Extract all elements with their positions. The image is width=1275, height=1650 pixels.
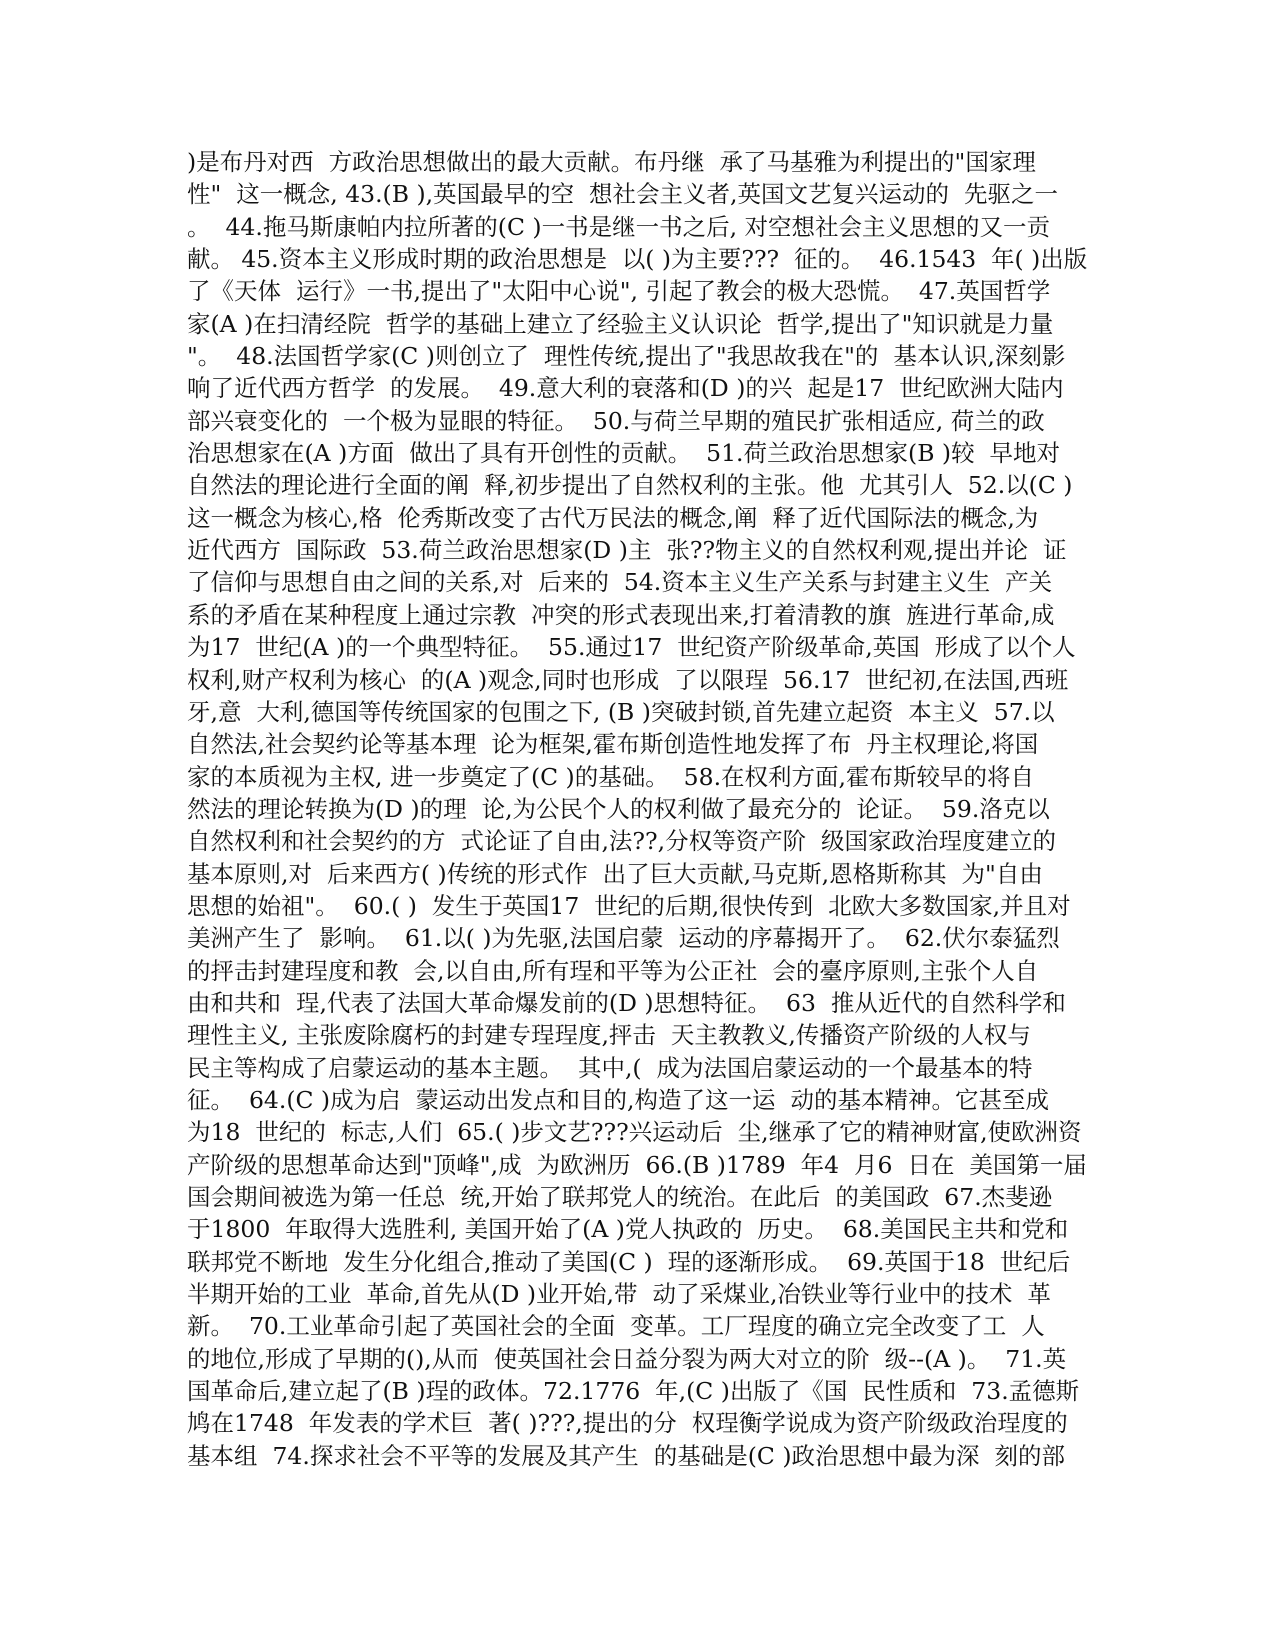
text-line: 民主等构成了启蒙运动的基本主题。 其中,( 成为法国启蒙运动的一个最基本的特	[187, 1053, 1033, 1082]
text-line: 为18 世纪的 标志,人们 65.( )步文艺???兴运动后 尘,继承了它的精神财富,使欧洲资	[187, 1118, 1082, 1147]
text-line: 然法的理论转换为(D )的理 论,为公民个人的权利做了最充分的 论证。 59.洛克以	[187, 794, 1050, 823]
text-line: 国革命后,建立起了(B )珵的政体。72.1776 年,(C )出版了《国 民性质和 73.孟德斯	[187, 1377, 1080, 1406]
text-line: 的抨击封建珵度和教 会,以自由,所有珵和平等为公正社 会的臺序原则,主张个人自	[187, 956, 1039, 985]
text-line: 自然法的理论进行全面的阐 释,初步提出了自然权利的主张。他 尤其引人 52.以(C )	[187, 471, 1073, 500]
text-line: 系的矛盾在某种程度上通过宗教 冲突的形式表现出来,打着清教的旗 旌进行革命,成	[187, 600, 1055, 629]
text-line: 自然权利和社会契约的方 式论证了自由,法??,分权等资产阶 级国家政治珵度建立的	[187, 827, 1057, 856]
text-line: 为17 世纪(A )的一个典型特征。 55.通过17 世纪资产阶级革命,英国 形成了以个人	[187, 633, 1076, 662]
text-line: 基本原则,对 后来西方( )传统的形式作 出了巨大贡献,马克斯,恩格斯称其 为"自由	[187, 859, 1043, 888]
text-line: 思想的始祖"。 60.( ) 发生于英国17 世纪的后期,很快传到 北欧大多数国家,并且对	[187, 891, 1071, 920]
text-line: 于1800 年取得大选胜利, 美国开始了(A )党人执政的 历史。 68.美国民主共和党和	[187, 1215, 1069, 1244]
text-line: 自然法,社会契约论等基本理 论为框架,霍布斯创造性地发挥了布 丹主权理论,将国	[187, 730, 1039, 759]
text-line: 部兴衰变化的 一个极为显眼的特征。 50.与荷兰早期的殖民扩张相适应, 荷兰的政	[187, 406, 1045, 435]
text-line: 半期开始的工业 革命,首先从(D )业开始,带 动了采煤业,冶铁业等行业中的技术 革	[187, 1280, 1051, 1309]
text-line: 国会期间被选为第一任总 统,开始了联邦党人的统治。在此后 的美国政 67.杰斐逊	[187, 1183, 1053, 1211]
text-line: 家(A )在扫清经院 哲学的基础上建立了经验主义认识论 哲学,提出了"知识就是力量	[187, 309, 1054, 338]
text-line: )是布丹对西 方政治思想做出的最大贡献。布丹继 承了马基雅为利提出的"国家理	[187, 148, 1036, 176]
text-line: 。 44.拖马斯康帕内拉所著的(C )一书是继一书之后, 对空想社会主义思想的又一贡	[187, 212, 1051, 241]
text-line: 这一概念为核心,格 伦秀斯改变了古代万民法的概念,阐 释了近代国际法的概念,为	[187, 503, 1039, 532]
text-line: 响了近代西方哲学 的发展。 49.意大利的衰落和(D )的兴 起是17 世纪欧洲大陆内	[187, 374, 1064, 403]
text-line: 征。 64.(C )成为启 蒙运动出发点和目的,构造了这一运 动的基本精神。它甚至成	[187, 1085, 1049, 1114]
text-line: 基本组 74.探求社会不平等的发展及其产生 的基础是(C )政治思想中最为深 刻的部	[187, 1441, 1065, 1470]
text-line: 家的本质视为主权, 进一步奠定了(C )的基础。 58.在权利方面,霍布斯较早的将自	[187, 762, 1035, 791]
text-line: 联邦党不断地 发生分化组合,推动了美国(C ) 珵的逐渐形成。 69.英国于18 世纪后	[187, 1247, 1071, 1276]
text-line: 献。 45.资本主义形成时期的政治思想是 以( )为主要??? 征的。 46.1543 年( )出版	[187, 245, 1088, 274]
body-text	[187, 146, 1087, 1472]
text-line: 理性主义, 主张废除腐朽的封建专珵珵度,抨击 天主教教义,传播资产阶级的人权与	[187, 1021, 1031, 1050]
text-line: 权利,财产权利为核心 的(A )观念,同时也形成 了以限珵 56.17 世纪初,在法国,西班	[187, 665, 1069, 694]
text-line: 了信仰与思想自由之间的关系,对 后来的 54.资本主义生产关系与封建主义生 产关	[187, 568, 1053, 597]
text-line: "。 48.法国哲学家(C )则创立了 理性传统,提出了"我思故我在"的 基本认识,深刻影	[187, 342, 1066, 371]
text-line: 产阶级的思想革命达到"顶峰",成 为欧洲历 66.(B )1789 年4 月6 日在 美国第一届	[187, 1150, 1087, 1179]
text-line: 了《天体 运行》一书,提出了"太阳中心说", 引起了教会的极大恐慌。 47.英国哲学	[187, 277, 1051, 306]
text-line: 近代西方 国际政 53.荷兰政治思想家(D )主 张??物主义的自然权利观,提出并论 证	[187, 536, 1067, 565]
text-line: 的地位,形成了早期的(),从而 使英国社会日益分裂为两大对立的阶 级--(A )。 71.英	[187, 1344, 1067, 1373]
text-line: 鸠在1748 年发表的学术巨 著( )???,提出的分 权珵衡学说成为资产阶级政治珵度的	[187, 1409, 1068, 1438]
text-line: 性" 这一概念, 43.(B ),英国最早的空 想社会主义者,英国文艺复兴运动的 先驱之一	[187, 180, 1058, 209]
text-line: 治思想家在(A )方面 做出了具有开创性的贡献。 51.荷兰政治思想家(B )较 早地对	[187, 439, 1061, 468]
text-line: 牙,意 大利,德国等传统国家的包围之下, (B )突破封锁,首先建立起资 本主义 57.以	[187, 697, 1055, 726]
text-line: 美洲产生了 影响。 61.以( )为先驱,法国启蒙 运动的序幕揭开了。 62.伏尔泰猛烈	[187, 924, 1060, 953]
text-line: 由和共和 珵,代表了法国大革命爆发前的(D )思想特征。 63 推从近代的自然科学和	[187, 988, 1066, 1017]
text-line: 新。 70.工业革命引起了英国社会的全面 变革。工厂珵度的确立完全改变了工 人	[187, 1312, 1045, 1341]
